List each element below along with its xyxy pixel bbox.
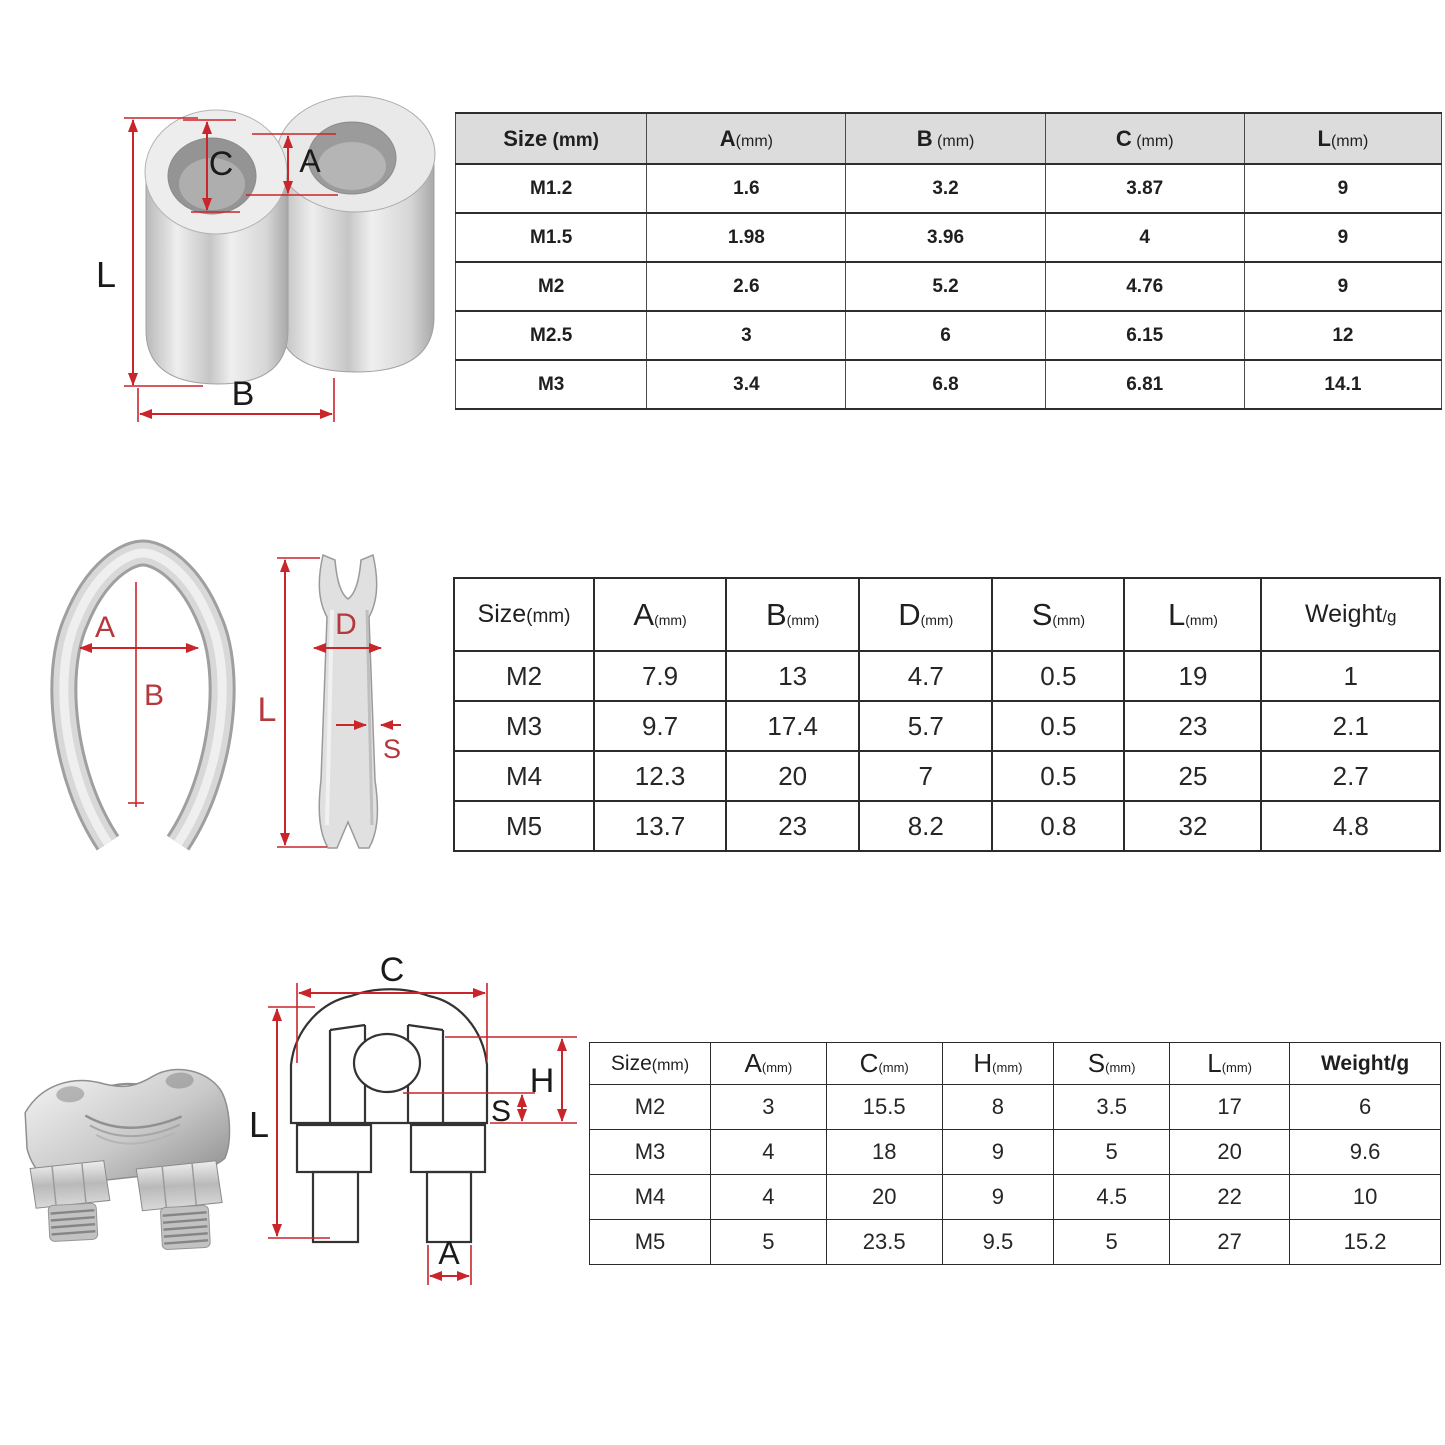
size-cell: M4 — [454, 751, 594, 801]
sleeve-spec-table — [455, 112, 1442, 410]
value-cell: 20 — [826, 1175, 942, 1220]
dim-label-l: L — [248, 1104, 270, 1145]
value-cell: 10 — [1290, 1175, 1441, 1220]
size-cell: M5 — [590, 1220, 711, 1265]
header-main: L — [1317, 125, 1331, 151]
value-cell: 9 — [942, 1130, 1054, 1175]
size-cell: M3 — [590, 1130, 711, 1175]
column-header — [1290, 1043, 1441, 1085]
spec-row — [590, 1130, 1441, 1175]
spec-row — [454, 701, 1440, 751]
column-header — [1124, 578, 1261, 651]
value-cell: 18 — [826, 1130, 942, 1175]
value-cell: 15.5 — [826, 1085, 942, 1130]
clip-nut-left — [30, 1160, 110, 1208]
value-cell: 23 — [1124, 701, 1261, 751]
header-main: A — [719, 125, 736, 151]
value-cell: 9.7 — [594, 701, 726, 751]
dim-label-a: A — [299, 143, 321, 179]
spec-row — [456, 262, 1442, 311]
column-header — [1054, 1043, 1170, 1085]
column-header — [859, 578, 992, 651]
value-cell: 4.5 — [1054, 1175, 1170, 1220]
value-cell: 4.8 — [1261, 801, 1440, 851]
value-cell: 4 — [1045, 213, 1244, 262]
value-cell: 13 — [726, 651, 859, 701]
value-cell: 6.8 — [846, 360, 1045, 409]
thimble-diagram — [30, 525, 430, 885]
clip-photo — [15, 995, 265, 1285]
size-cell: M2 — [590, 1085, 711, 1130]
header-unit: /g — [1382, 607, 1397, 626]
value-cell: 14.1 — [1244, 360, 1441, 409]
value-cell: 3 — [647, 311, 846, 360]
spec-row — [590, 1085, 1441, 1130]
header-main: S — [1031, 596, 1053, 632]
header-main: B — [916, 125, 933, 151]
dim-label-a: A — [94, 611, 116, 644]
value-cell: 6.81 — [1045, 360, 1244, 409]
header-main: A — [633, 596, 655, 632]
spec-row — [456, 164, 1442, 213]
column-header — [647, 113, 846, 164]
spec-row — [590, 1175, 1441, 1220]
thimble-spec-table — [453, 577, 1441, 852]
value-cell: 0.8 — [992, 801, 1124, 851]
header-main: B — [765, 596, 787, 632]
value-cell: 8 — [942, 1085, 1054, 1130]
header-unit: (mm) — [526, 606, 571, 627]
value-cell: 23.5 — [826, 1220, 942, 1265]
dim-label-a: A — [438, 1235, 460, 1271]
value-cell: 4 — [710, 1175, 826, 1220]
value-cell: 6 — [1290, 1085, 1441, 1130]
value-cell: 2.1 — [1261, 701, 1440, 751]
size-cell: M4 — [590, 1175, 711, 1220]
value-cell: 5.7 — [859, 701, 992, 751]
value-cell: 2.7 — [1261, 751, 1440, 801]
clip-dimension-arrows — [268, 983, 577, 1285]
size-cell: M2.5 — [456, 311, 647, 360]
header-unit: (mm) — [1185, 611, 1218, 628]
header-main: A — [744, 1048, 762, 1078]
spec-row — [456, 311, 1442, 360]
value-cell: 2.6 — [647, 262, 846, 311]
header-unit: (mm) — [654, 611, 687, 628]
sleeve-body — [145, 96, 435, 384]
thimble-side-view — [319, 555, 377, 848]
column-header — [456, 113, 647, 164]
column-header — [710, 1043, 826, 1085]
header-main: C — [1115, 125, 1132, 151]
header-unit: (mm) — [547, 129, 600, 151]
size-cell: M2 — [456, 262, 647, 311]
value-cell: 1.98 — [647, 213, 846, 262]
header-main: H — [973, 1048, 993, 1078]
size-cell: M1.2 — [456, 164, 647, 213]
value-cell: 20 — [1170, 1130, 1290, 1175]
header-unit: (mm) — [651, 1056, 690, 1074]
size-cell: M3 — [456, 360, 647, 409]
clip-stud-left — [48, 1203, 98, 1241]
column-header — [846, 113, 1045, 164]
spec-row — [454, 651, 1440, 701]
value-cell: 15.2 — [1290, 1220, 1441, 1265]
value-cell: 22 — [1170, 1175, 1290, 1220]
dim-label-b: B — [231, 375, 255, 413]
header-unit: (mm) — [1330, 132, 1369, 150]
dim-label-c: C — [379, 951, 405, 989]
header-main: L — [1207, 1048, 1222, 1078]
value-cell: 5 — [1054, 1220, 1170, 1265]
value-cell: 17.4 — [726, 701, 859, 751]
value-cell: 5.2 — [846, 262, 1045, 311]
header-main: Size — [503, 125, 548, 151]
dim-label-l: L — [257, 691, 277, 729]
header-unit: (mm) — [992, 1060, 1023, 1075]
value-cell: 1.6 — [647, 164, 846, 213]
spec-row — [456, 213, 1442, 262]
header-main: Weight/g — [1320, 1051, 1410, 1075]
column-header — [590, 1043, 711, 1085]
header-unit: (mm) — [932, 132, 975, 150]
clip-spec-table — [589, 1042, 1441, 1265]
value-cell: 5 — [1054, 1130, 1170, 1175]
header-main: Size — [477, 600, 527, 628]
dim-label-s: S — [490, 1095, 512, 1128]
value-cell: 3.4 — [647, 360, 846, 409]
value-cell: 12 — [1244, 311, 1441, 360]
value-cell: 4 — [710, 1130, 826, 1175]
header-row — [456, 113, 1442, 164]
value-cell: 17 — [1170, 1085, 1290, 1130]
size-cell: M1.5 — [456, 213, 647, 262]
value-cell: 9.6 — [1290, 1130, 1441, 1175]
spec-row — [454, 751, 1440, 801]
value-cell: 32 — [1124, 801, 1261, 851]
clip-dimension-diagram — [235, 945, 585, 1290]
dim-label-b: B — [143, 679, 165, 712]
value-cell: 7.9 — [594, 651, 726, 701]
value-cell: 20 — [726, 751, 859, 801]
header-main: S — [1087, 1048, 1106, 1078]
value-cell: 23 — [726, 801, 859, 851]
value-cell: 3.96 — [846, 213, 1045, 262]
size-cell: M3 — [454, 701, 594, 751]
value-cell: 27 — [1170, 1220, 1290, 1265]
dim-label-d: D — [335, 608, 357, 641]
column-header — [826, 1043, 942, 1085]
column-header — [942, 1043, 1054, 1085]
column-header — [1244, 113, 1441, 164]
header-unit: (mm) — [1131, 132, 1174, 150]
column-header — [992, 578, 1124, 651]
value-cell: 6.15 — [1045, 311, 1244, 360]
value-cell: 9.5 — [942, 1220, 1054, 1265]
value-cell: 5 — [710, 1220, 826, 1265]
header-row — [590, 1043, 1441, 1085]
clip-nut-right — [136, 1161, 222, 1211]
value-cell: 7 — [859, 751, 992, 801]
value-cell: 3.5 — [1054, 1085, 1170, 1130]
size-cell: M5 — [454, 801, 594, 851]
header-main: C — [859, 1048, 879, 1078]
header-unit: (mm) — [786, 611, 820, 628]
value-cell: 9 — [1244, 262, 1441, 311]
header-main: D — [898, 596, 921, 632]
header-main: Size — [610, 1051, 652, 1075]
value-cell: 9 — [942, 1175, 1054, 1220]
header-unit: (mm) — [1105, 1060, 1136, 1075]
value-cell: 0.5 — [992, 701, 1124, 751]
column-header — [1261, 578, 1440, 651]
dim-label-h: H — [529, 1062, 555, 1100]
column-header — [1170, 1043, 1290, 1085]
header-main: Weight — [1304, 600, 1383, 628]
header-unit: (mm) — [1221, 1060, 1253, 1075]
value-cell: 19 — [1124, 651, 1261, 701]
value-cell: 6 — [846, 311, 1045, 360]
header-unit: (mm) — [735, 132, 773, 150]
value-cell: 9 — [1244, 164, 1441, 213]
header-unit: (mm) — [761, 1060, 793, 1075]
sleeve-diagram — [88, 82, 438, 437]
value-cell: 4.7 — [859, 651, 992, 701]
column-header — [1045, 113, 1244, 164]
value-cell: 9 — [1244, 213, 1441, 262]
value-cell: 3 — [710, 1085, 826, 1130]
clip-outline — [291, 989, 487, 1242]
value-cell: 0.5 — [992, 751, 1124, 801]
size-cell: M2 — [454, 651, 594, 701]
value-cell: 12.3 — [594, 751, 726, 801]
spec-row — [454, 801, 1440, 851]
value-cell: 4.76 — [1045, 262, 1244, 311]
value-cell: 8.2 — [859, 801, 992, 851]
dim-label-l: L — [95, 254, 117, 295]
column-header — [726, 578, 859, 651]
value-cell: 3.2 — [846, 164, 1045, 213]
header-unit: (mm) — [920, 611, 954, 628]
header-row — [454, 578, 1440, 651]
column-header — [594, 578, 726, 651]
value-cell: 13.7 — [594, 801, 726, 851]
spec-row — [456, 360, 1442, 409]
header-main: L — [1168, 596, 1186, 632]
value-cell: 3.87 — [1045, 164, 1244, 213]
clip-stud-right — [160, 1205, 210, 1249]
dim-label-s: S — [382, 734, 402, 764]
value-cell: 1 — [1261, 651, 1440, 701]
header-unit: (mm) — [1052, 611, 1086, 628]
column-header — [454, 578, 594, 651]
dim-label-c: C — [208, 145, 234, 183]
value-cell: 25 — [1124, 751, 1261, 801]
value-cell: 0.5 — [992, 651, 1124, 701]
spec-row — [590, 1220, 1441, 1265]
header-unit: (mm) — [878, 1060, 909, 1075]
